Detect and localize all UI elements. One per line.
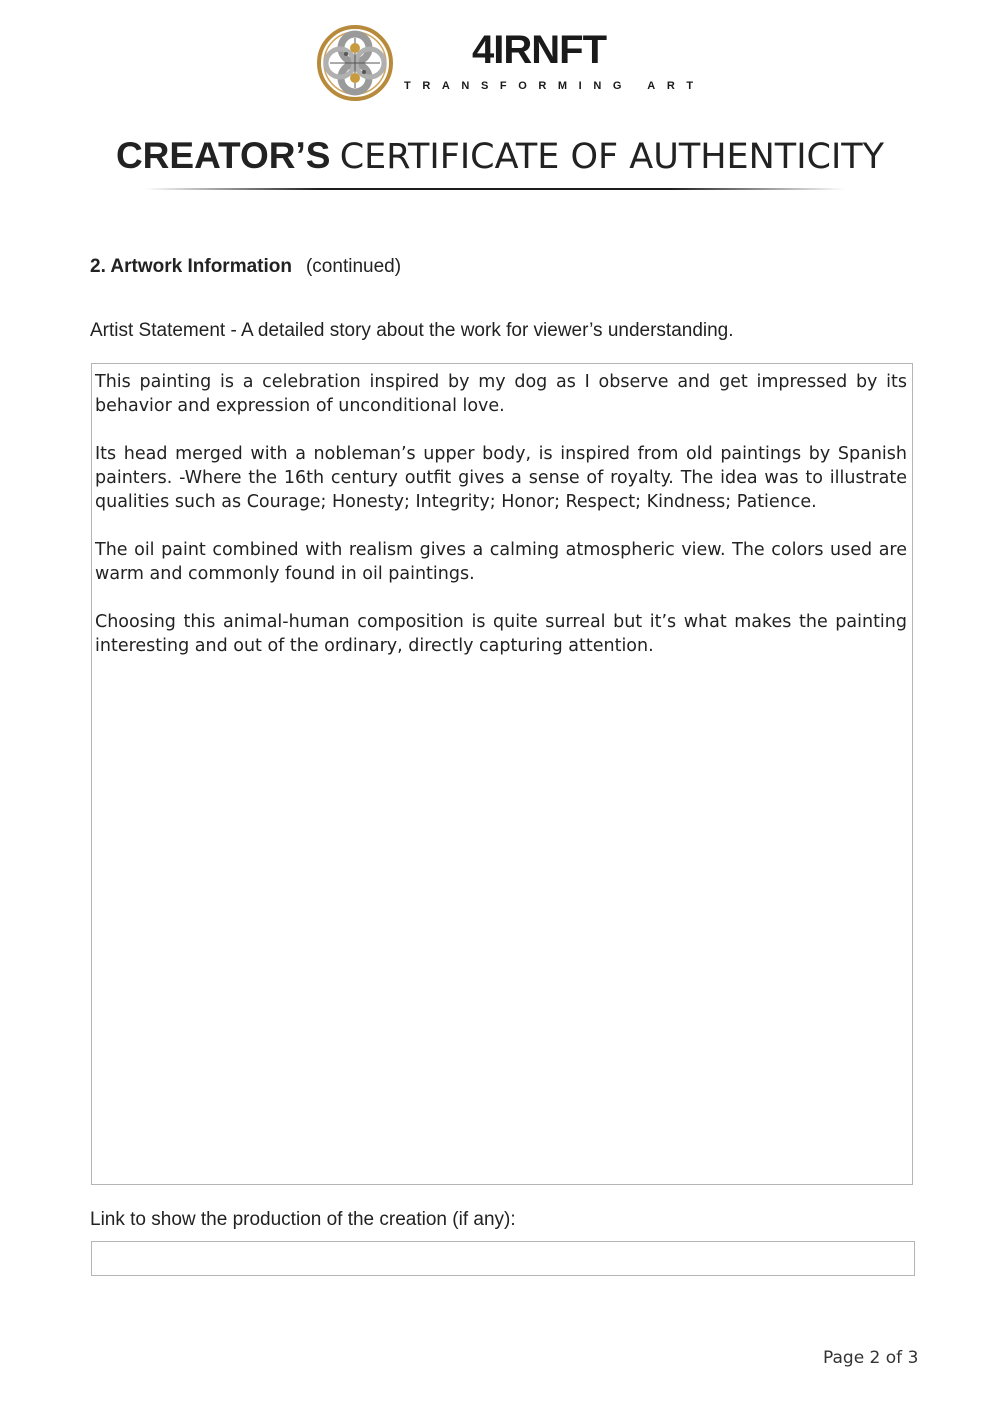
- statement-paragraph: Choosing this animal-human composition is quite surreal but it’s what makes the painting interesting and out of the ordinary, directly capturing attention.: [95, 612, 907, 656]
- production-link-label: Link to show the production of the creation (if any):: [90, 1209, 516, 1230]
- statement-paragraph: The oil paint combined with realism gives a calming atmospheric view. The colors used are warm and commonly found in oil paintings.: [95, 540, 907, 584]
- production-link-field[interactable]: [91, 1241, 915, 1276]
- brand-tagline: TRANSFORMING ART: [404, 80, 705, 92]
- title-divider: [145, 188, 845, 190]
- statement-paragraph: This painting is a celebration inspired by my dog as I observe and get impressed by its behavior and expression of unconditional love.: [95, 372, 907, 416]
- page-number: Page 2 of 3: [823, 1348, 919, 1368]
- title-rest-part: CERTIFICATE OF AUTHENTICITY: [339, 137, 885, 177]
- artist-statement-field[interactable]: [91, 363, 913, 1185]
- page-title: [0, 132, 1000, 181]
- statement-paragraph: Its head merged with a nobleman’s upper body, is inspired from old paintings by Spanish painters. -Where the 16th century outfit gives a sense of royalty. The idea was to illustrate qualities such as Courage; Honesty; Integrity; Honor; Respect; Kindness; Patience.: [95, 444, 907, 512]
- section-heading: [90, 256, 401, 278]
- artist-statement-label: Artist Statement - A detailed story about the work for viewer’s understanding.: [90, 320, 734, 341]
- infinity-knot-logo-icon: [316, 24, 394, 102]
- title-bold-part: CREATOR’S: [115, 135, 331, 176]
- brand-name: 4IRNFT: [472, 28, 606, 72]
- section-title: 2. Artwork Information: [90, 256, 292, 277]
- section-continued: (continued): [305, 256, 402, 277]
